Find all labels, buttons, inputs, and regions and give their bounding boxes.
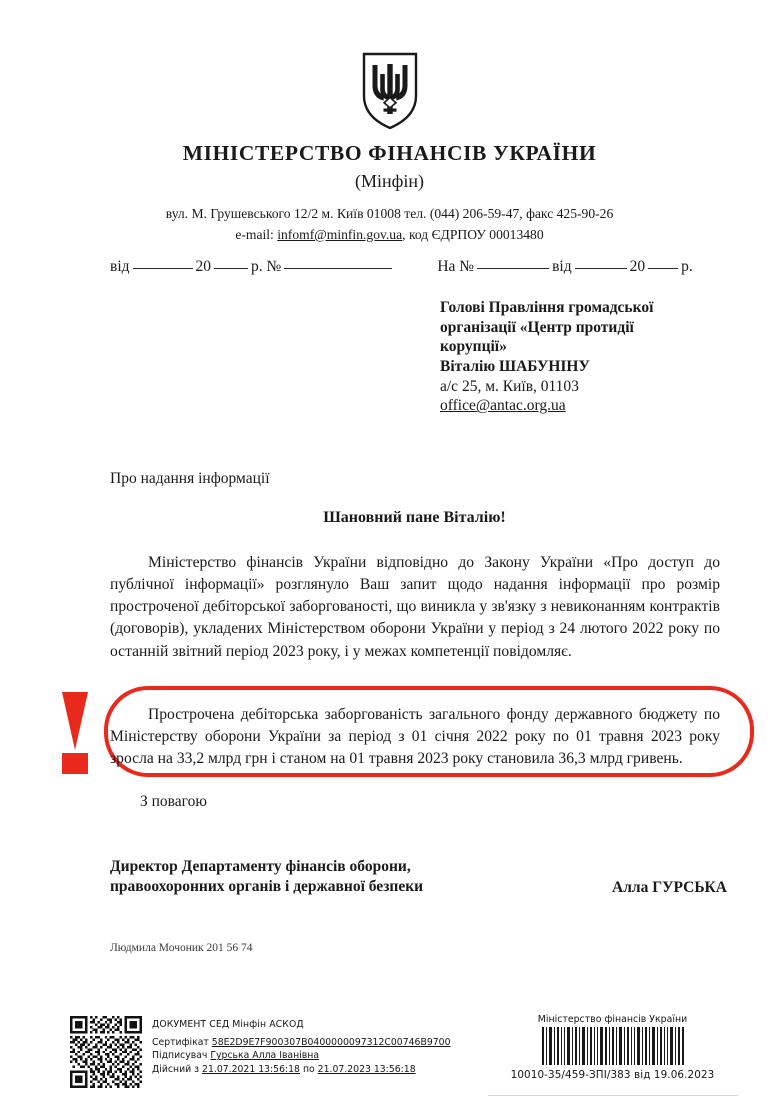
reg-number-label: р. № [251, 258, 282, 275]
footer-divider [488, 1095, 738, 1096]
barcode-icon [540, 1027, 686, 1065]
reply-year-suffix: р. [681, 258, 693, 275]
ministry-email-link[interactable]: infomf@minfin.gov.ua [277, 226, 403, 242]
signatory-title-line-2: правоохоронних органів і державної безпеки [110, 877, 424, 895]
letterhead [60, 142, 719, 244]
addressee-line-2: організації «Центр протидії [440, 318, 634, 336]
signer-value: Гурська Алла Іванівна [210, 1050, 320, 1062]
signer-label: Підписувач [152, 1050, 211, 1062]
signatory-title [110, 857, 423, 897]
document-footer [0, 1012, 779, 1108]
certificate-label: Сертифікат [152, 1037, 212, 1049]
coat-of-arms-container [0, 52, 779, 130]
sed-system-heading: ДОКУМЕНТ СЕД Мінфін АСКОД [152, 1019, 304, 1030]
reply-number-blank[interactable] [477, 268, 549, 269]
tryzub-emblem-icon [362, 52, 418, 130]
closing-phrase: З повагою [140, 793, 207, 810]
signer-row [152, 1049, 451, 1062]
addressee-line-1: Голові Правління громадської [440, 299, 654, 316]
reply-year-prefix: 20 [629, 258, 646, 275]
addressee-postal-address: а/с 25, м. Київ, 01103 [440, 377, 579, 395]
signature-block [110, 857, 747, 897]
certificate-value: 58E2D9E7F900307B0400000097312C00746B9700 [211, 1037, 451, 1049]
reg-year-prefix: 20 [195, 258, 212, 275]
registration-row [110, 258, 724, 276]
exclamation-mark-annotation [58, 692, 94, 774]
exclamation-dot [62, 753, 88, 774]
reply-number-label: На № [437, 258, 475, 275]
signatory-title-line-1: Директор Департаменту фінансів оборони, [110, 858, 411, 875]
electronic-signature-stamp [70, 1016, 451, 1088]
reply-date-blank[interactable] [575, 268, 627, 269]
reg-from-label: від [110, 258, 130, 275]
salutation: Шановний пане Віталію! [323, 509, 506, 526]
email-label: e-mail: [235, 226, 278, 242]
barcode-caption: Міністерство фінансів України [537, 1014, 688, 1025]
reg-date-blank[interactable] [133, 268, 193, 269]
validity-to: 21.07.2023 13:56:18 [317, 1063, 416, 1075]
body-paragraph-2-highlighted: Прострочена дебіторська заборгованість загального фонду державного бюджету по Міністерству оборони України за період з 01 січня 2022 року по 01 травня 2023 року зросла на 33,2 млрд грн і станом на 01 травня 2023 року становила 36,3 млрд гривень. [110, 706, 720, 768]
addressee-email-link[interactable]: office@antac.org.ua [440, 397, 566, 415]
ministry-email-line [60, 226, 719, 244]
ministry-title: МІНІСТЕРСТВО ФІНАНСІВ УКРАЇНИ [182, 141, 597, 165]
addressee-person-name: Віталію ШАБУНІНУ [440, 358, 590, 376]
registration-outgoing [110, 258, 395, 276]
edrpou-code: , код ЄДРПОУ 00013480 [402, 226, 544, 242]
addressee-line-3: корупції» [440, 338, 507, 356]
validity-separator: по [299, 1063, 318, 1075]
registration-incoming [437, 258, 692, 276]
executor-contact: Людмила Мочоник 201 56 74 [110, 942, 253, 954]
ministry-short-name: (Мінфін) [355, 170, 424, 191]
qr-code-icon [70, 1016, 142, 1088]
ministry-address: вул. М. Грушевського 12/2 м. Київ 01008 тел. (044) 206-59-47, факс 425-90-26 [165, 206, 614, 222]
reg-number-blank[interactable] [284, 268, 392, 269]
subject-line: Про надання інформації [110, 470, 270, 487]
validity-label: Дійсний з [152, 1063, 203, 1075]
barcode-stamp [500, 1014, 725, 1081]
certificate-row [152, 1036, 451, 1049]
reply-year-blank[interactable] [648, 268, 678, 269]
reg-year-blank[interactable] [214, 268, 248, 269]
signatory-name: Алла ГУРСЬКА [612, 878, 727, 896]
body-paragraph-1: Міністерство фінансів України відповідно до Закону України «Про доступ до публічної інформації» розглянуло Ваш запит щодо надання інформації про розмір простроченої дебіторської заборгованості, що виникла у зв'язку з невиконанням контрактів (договорів), укладених Міністерством оборони України у період з 24 лютого 2022 року по останній звітний період 2023 року, і у межах компетенції повідомляє. [110, 554, 720, 660]
validity-row [152, 1063, 451, 1076]
addressee-block [440, 298, 740, 416]
exclamation-stem [62, 692, 88, 750]
validity-from: 21.07.2021 13:56:18 [202, 1063, 300, 1075]
signature-details [152, 1016, 451, 1076]
document-registration-number: 10010-35/459-ЗПІ/383 від 19.06.2023 [510, 1069, 715, 1081]
reply-from-label: від [552, 258, 572, 275]
